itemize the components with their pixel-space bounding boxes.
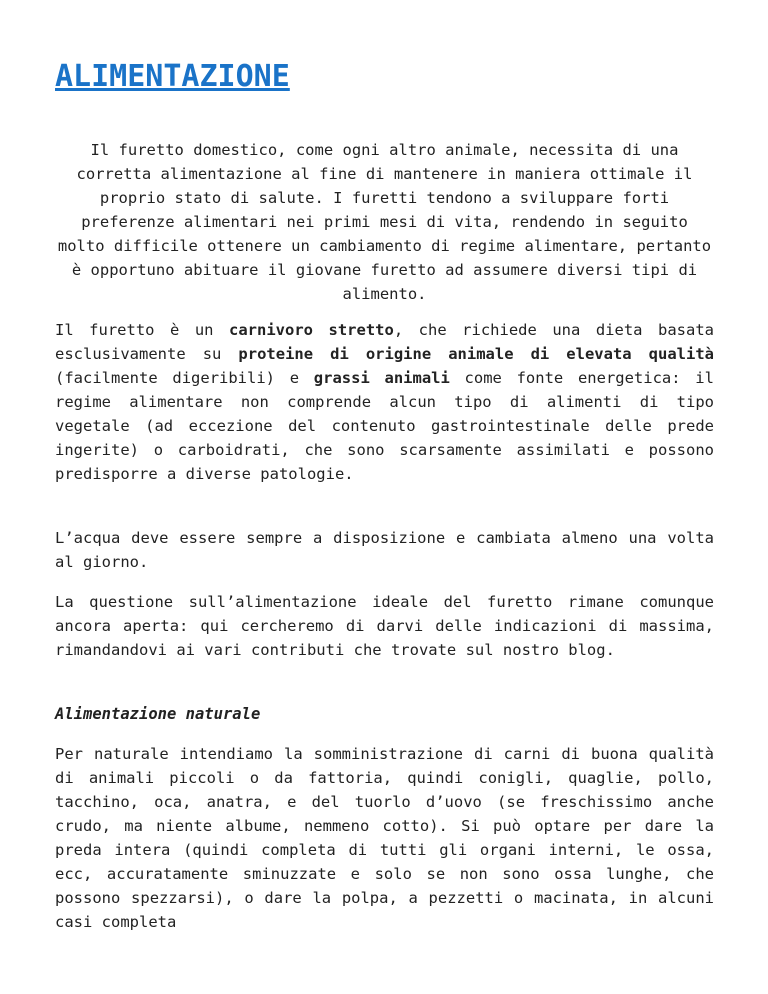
text-span: , che richiede una dieta basata esclusivamente su <box>55 321 715 363</box>
text-span: (facilmente digeribili) e <box>55 369 314 387</box>
text-span: come fonte energetica: il regime alimentare non comprende alcun tipo di alimenti di tipo vegetale (ad eccezione del contenuto gastrointestinale delle prede ingerite) o carboidrati, che sono scarsamente assimilati e possono predisporre a diverse patologie. <box>55 369 714 483</box>
page-title[interactable]: ALIMENTAZIONE <box>55 59 290 94</box>
bold-proteins: proteine di origine animale di elevata qualità <box>238 345 714 363</box>
paragraph-water: L’acqua deve essere sempre a disposizione e cambiata almeno una volta al giorno. <box>55 529 714 571</box>
bold-carnivore: carnivoro stretto <box>229 321 394 339</box>
intro-paragraph: Il furetto domestico, come ogni altro animale, necessita di una corretta alimentazione al fine di mantenere in maniera ottimale il proprio stato di salute. I furetti tendono a sviluppare forti preferenze alimentari nei primi mesi di vita, rendendo in seguito molto difficile ottenere un cambiamento di regime alimentare, pertanto è opportuno abituare il giovane furetto ad assumere diversi tipi di alimento. <box>57 141 712 303</box>
paragraph-diet <box>55 318 714 486</box>
text-span: Il furetto è un <box>55 321 230 339</box>
subheading-natural: Alimentazione naturale <box>55 705 261 723</box>
bold-fats: grassi animali <box>313 369 450 387</box>
paragraph-natural: Per naturale intendiamo la somministrazione di carni di buona qualità di animali piccoli o da fattoria, quindi conigli, quaglie, pollo, tacchino, oca, anatra, e del tuorlo d’uovo (se freschissimo anche crudo, ma niente albume, nemmeno cotto). Si può optare per dare la preda intera (quindi completa di tutti gli organi interni, le ossa, ecc, accuratamente sminuzzate e solo se non sono ossa lunghe, che possono spezzarsi), o dare la polpa, a pezzetti o macinata, in alcuni casi completa <box>55 745 714 931</box>
paragraph-question: La questione sull’alimentazione ideale del furetto rimane comunque ancora aperta: qui cercheremo di darvi delle indicazioni di massima, rimandandovi ai vari contributi che trovate sul nostro blog. <box>55 593 714 659</box>
